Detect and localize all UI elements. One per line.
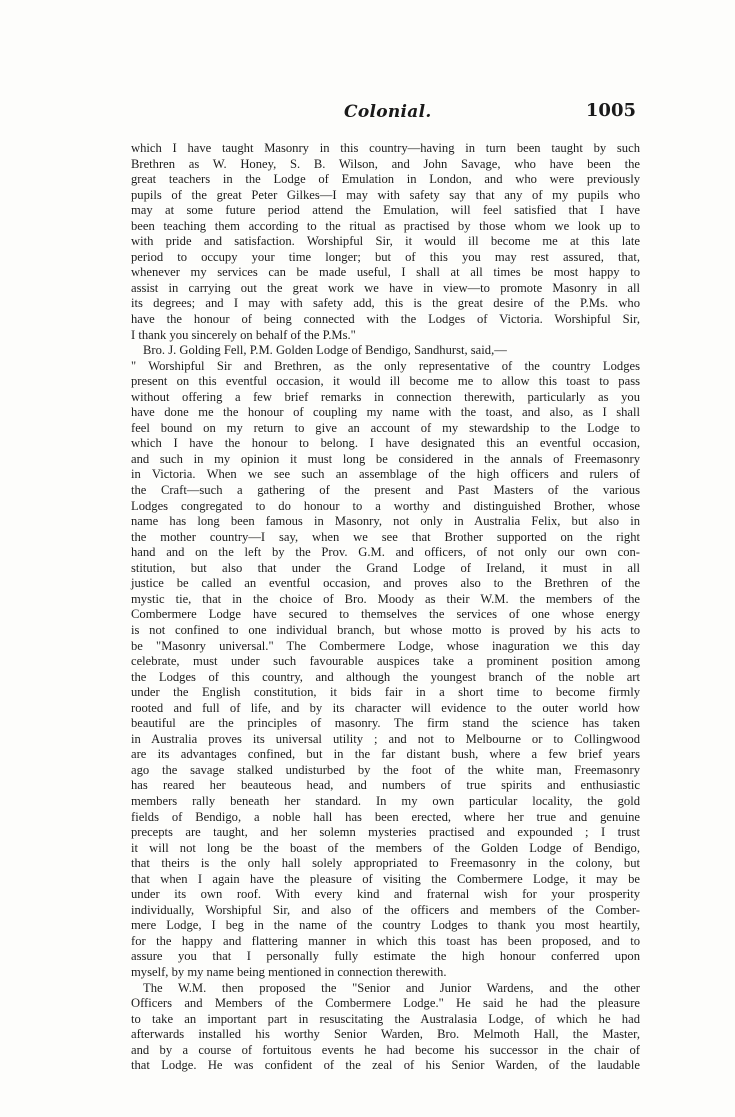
text-line: ago the savage stalked undisturbed by the foot of the white man, Freemasonry	[131, 762, 640, 777]
text-line: justice be called an eventful occasion, and proves also to the Brethren of the	[131, 576, 640, 591]
text-line: that Lodge. He was confident of the zeal of his Senior Warden, of the laudable	[131, 1058, 640, 1073]
text-line: Brethren as W. Honey, S. B. Wilson, and John Savage, who have been the	[131, 156, 640, 171]
text-line: under its own roof. With every kind and fraternal wish for your prosperity	[131, 887, 640, 902]
text-line: stitution, but also that under the Grand Lodge of Ireland, it must in all	[131, 560, 640, 575]
text-line: individually, Worshipful Sir, and also of the officers and members of the Comber-	[131, 902, 640, 917]
text-line: feel bound on my return to give an account of my stewardship to the Lodge to	[131, 420, 640, 435]
text-line: beautiful are the principles of masonry. The firm stand the science has taken	[131, 716, 640, 731]
text-line: I thank you sincerely on behalf of the P.Ms."	[131, 327, 356, 342]
text-line: may at some future period attend the Emulation, will feel satisfied that I have	[131, 203, 640, 218]
text-line: mystic tie, that in the choice of Bro. Moody as their W.M. the members of the	[131, 591, 640, 606]
text-line: precepts are taught, and her solemn mysteries practised and expounded ; I trust	[131, 825, 640, 840]
text-line: has reared her beauteous head, and numbers of true spirits and enthusiastic	[131, 778, 640, 793]
text-line: it will not long be the boast of the members of the Golden Lodge of Bendigo,	[131, 840, 640, 855]
text-line: celebrate, must under such favourable auspices take a prominent position among	[131, 654, 640, 669]
text-line: in Australia proves its universal utility ; and not to Melbourne or to Collingwood	[131, 731, 640, 746]
page-number: 1005	[585, 100, 636, 121]
text-line: pupils of the great Peter Gilkes—I may with safety say that any of my pupils who	[131, 187, 640, 202]
paragraph-start-line: Bro. J. Golding Fell, P.M. Golden Lodge of Bendigo, Sandhurst, said,—	[143, 343, 507, 358]
text-line: fields of Bendigo, a noble hall has been erected, where her true and genuine	[131, 809, 640, 824]
text-line: Lodges congregated to do honour to a worthy and distinguished Brother, whose	[131, 498, 640, 513]
text-line: its degrees; and I may with safety add, this is the great desire of the P.Ms. who	[131, 296, 640, 311]
text-line: are its advantages confined, but in the far distant bush, where a few brief years	[131, 747, 640, 762]
text-line: period to occupy your time longer; but of this you may rest assured, that,	[131, 249, 640, 264]
text-line: afterwards installed his worthy Senior Warden, Bro. Melmoth Hall, the Master,	[131, 1027, 640, 1042]
text-line: have the honour of being connected with the Lodges of Victoria. Worshipful Sir,	[131, 312, 640, 327]
text-line: with pride and satisfaction. Worshipful Sir, it would ill become me at this late	[131, 234, 640, 249]
text-line: members rally beneath her standard. In my own particular locality, the gold	[131, 793, 640, 808]
running-title: Colonial.	[344, 102, 432, 122]
text-line: that theirs is the only hall solely appropriated to Freemasonry in the colony, but	[131, 856, 640, 871]
text-line: hand and on the left by the Prov. G.M. and officers, of not only our own con-	[131, 545, 640, 560]
text-line: present on this eventful occasion, it would ill become me to allow this toast to pass	[131, 374, 640, 389]
text-line: Combermere Lodge have secured to themselves the services of one whose energy	[131, 607, 640, 622]
text-line: " Worshipful Sir and Brethren, as the only representative of the country Lodges	[131, 358, 640, 373]
text-line: and by a course of fortuitous events he had become his successor in the chair of	[131, 1042, 640, 1057]
text-line: myself, by my name being mentioned in connection therewith.	[131, 964, 447, 979]
text-line: in Victoria. When we see such an assemblage of the high officers and rulers of	[131, 467, 640, 482]
text-line: the Craft—such a gathering of the present and Past Masters of the various	[131, 483, 640, 498]
text-line: which I have taught Masonry in this country—having in turn been taught by such	[131, 141, 640, 155]
text-line: whenever my services can be made useful, I shall at all times be most happy to	[131, 265, 640, 280]
text-line: be "Masonry universal." The Combermere Lodge, whose inaguration we this day	[131, 638, 640, 653]
text-line: under the English constitution, it bids fair in a short time to become firmly	[131, 685, 640, 700]
paragraph-start-line: The W.M. then proposed the "Senior and Junior Wardens, and the other	[143, 980, 640, 995]
text-line: for the happy and flattering manner in which this toast has been proposed, and to	[131, 933, 640, 948]
text-line: and such in my opinion it must long be considered in the annals of Freemasonry	[131, 451, 640, 466]
text-line: which I have the honour to belong. I have designated this an eventful occasion,	[131, 436, 640, 451]
text-line: mere Lodge, I beg in the name of the country Lodges to thank you most heartily,	[131, 918, 640, 933]
text-line: been teaching them according to the ritual as practised by those whom we look up to	[131, 218, 640, 233]
text-line: that when I again have the pleasure of visiting the Combermere Lodge, it may be	[131, 871, 640, 886]
text-line: the Lodges of this country, and although the youngest branch of the noble art	[131, 669, 640, 684]
text-line: without offering a few brief remarks in connection therewith, particularly as you	[131, 389, 640, 404]
text-line: have done me the honour of coupling my name with the toast, and also, as I shall	[131, 405, 640, 420]
text-line: great teachers in the Lodge of Emulation in London, and who were previously	[131, 172, 640, 187]
body-text	[131, 141, 640, 1074]
text-line: the mother country—I say, when we see that Brother supported on the right	[131, 529, 640, 544]
text-line: assist in carrying out the great work we have in view—to promote Masonry in all	[131, 280, 640, 295]
page-header	[132, 100, 638, 128]
text-line: assure you that I personally fully estimate the high honour conferred upon	[131, 949, 640, 964]
text-line: to take an important part in resuscitating the Australasia Lodge, of which he had	[131, 1011, 640, 1026]
text-line: name has long been famous in Masonry, not only in Australia Felix, but also in	[131, 514, 640, 529]
text-line: Officers and Members of the Combermere Lodge." He said he had the pleasure	[131, 996, 640, 1011]
text-line: is not confined to one individual branch, but whose motto is proved by his acts to	[131, 622, 640, 637]
text-line: rooted and full of life, and by its character will evidence to the outer world how	[131, 700, 640, 715]
